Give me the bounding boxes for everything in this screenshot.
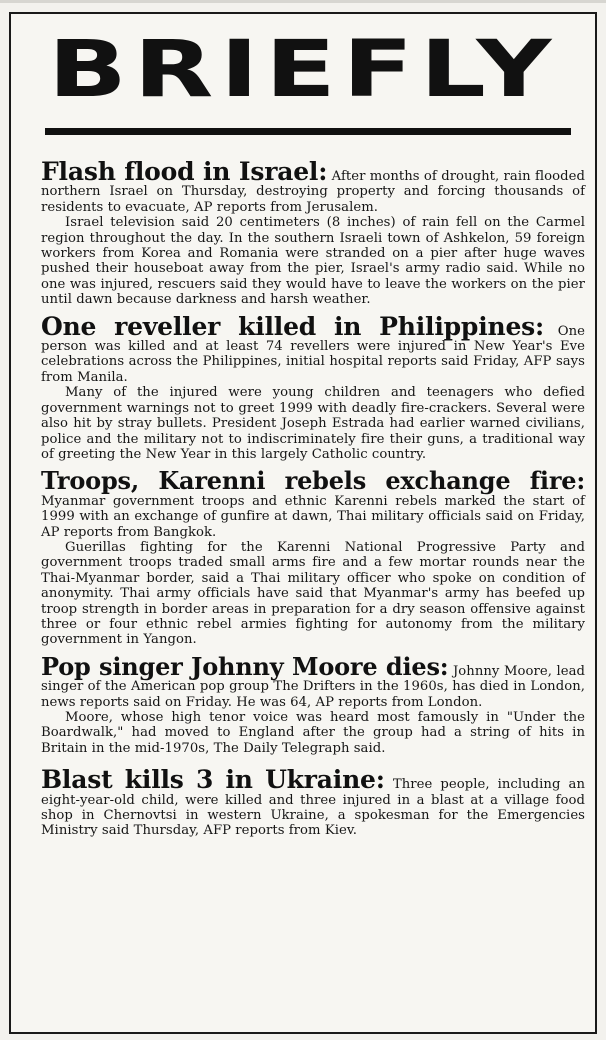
masthead-title: BRIEFLY — [48, 25, 558, 108]
story-headline: Pop singer Johnny Moore dies: — [41, 651, 449, 681]
news-briefs — [41, 146, 585, 843]
briefly-panel — [9, 12, 597, 1034]
story-headline: Blast kills 3 in Ukraine: — [41, 765, 385, 795]
masthead — [11, 22, 595, 108]
story-body — [41, 157, 585, 215]
story-ukraine-blast — [41, 765, 585, 839]
story-lead: One person was killed and at least 74 revellers were injured in New Year's Eve celebrations across the Philippines, initial hospital reports said Friday, AFP says from Manila. — [41, 323, 585, 385]
masthead-rule — [45, 128, 571, 135]
story-johnny-moore — [41, 651, 585, 756]
story-flash-flood — [41, 157, 585, 308]
story-headline: Flash flood in Israel: — [41, 157, 328, 186]
story-lead: Three people, including an eight-year-old child, were killed and three injured in a blast at a village food shop in Chernovtsi in western Ukraine, a spokesman for the Emergencies Ministry said Thursday, AFP reports from Kiev. — [41, 777, 585, 839]
story-body — [41, 311, 585, 386]
story-body — [41, 651, 585, 710]
story-headline: One reveller killed in Philippines: — [41, 311, 545, 341]
story-lead: Johnny Moore, lead singer of the American pop group The Drifters in the 1960s, has died in London, news reports said on Friday. He was 64, AP reports from London. — [41, 663, 585, 710]
story-paragraph: Israel television said 20 centimeters (8 inches) of rain fell on the Carmel region throughout the day. In the southern Israeli town of Ashkelon, 59 foreign workers from Korea and Romania were stranded on a pier after huge waves pushed their houseboat away from the pier, Israel's army radio said. While no one was injured, rescuers said they would have to leave the workers on the pier until dawn because darkness and harsh weather. — [41, 215, 585, 308]
story-lead: After months of drought, rain flooded northern Israel on Thursday, destroying property and forcing thousands of residents to evacuate, AP reports from Jerusalem. — [41, 169, 585, 215]
story-philippines-reveller — [41, 311, 585, 463]
scan-edge — [0, 0, 606, 3]
story-lead: Myanmar government troops and ethnic Karenni rebels marked the start of 1999 with an exchange of gunfire at dawn, Thai military officials said on Friday, AP reports from Bangkok. — [41, 493, 585, 540]
story-paragraph: Many of the injured were young children and teenagers who defied government warnings not to greet 1999 with deadly fire-crackers. Several were also hit by stray bullets. President Joseph Estrada had earlier warned civilians, police and the military not to indiscriminately fire their guns, a traditional way of greeting the New Year in this largely Catholic country. — [41, 385, 585, 462]
story-paragraph: Moore, whose high tenor voice was heard most famously in "Under the Boardwalk," had moved to England after the group had a string of hits in Britain in the mid-1970s, The Daily Telegraph said. — [41, 710, 585, 756]
story-body — [41, 765, 585, 839]
story-body — [41, 466, 585, 540]
story-headline: Troops, Karenni rebels exchange fire: — [41, 466, 585, 496]
masthead-logo — [11, 22, 595, 108]
story-karenni-rebels — [41, 466, 585, 648]
story-paragraph: Guerillas fighting for the Karenni National Progressive Party and government troops traded small arms fire and a few mortar rounds near the Thai-Myanmar border, said a Thai military officer who spoke on condition of anonymity. Thai army officials have said that Myanmar's army has beefed up troop strength in border areas in preparation for a dry season offensive against three or four ethnic rebel armies fighting for autonomy from the military government in Yangon. — [41, 539, 585, 648]
